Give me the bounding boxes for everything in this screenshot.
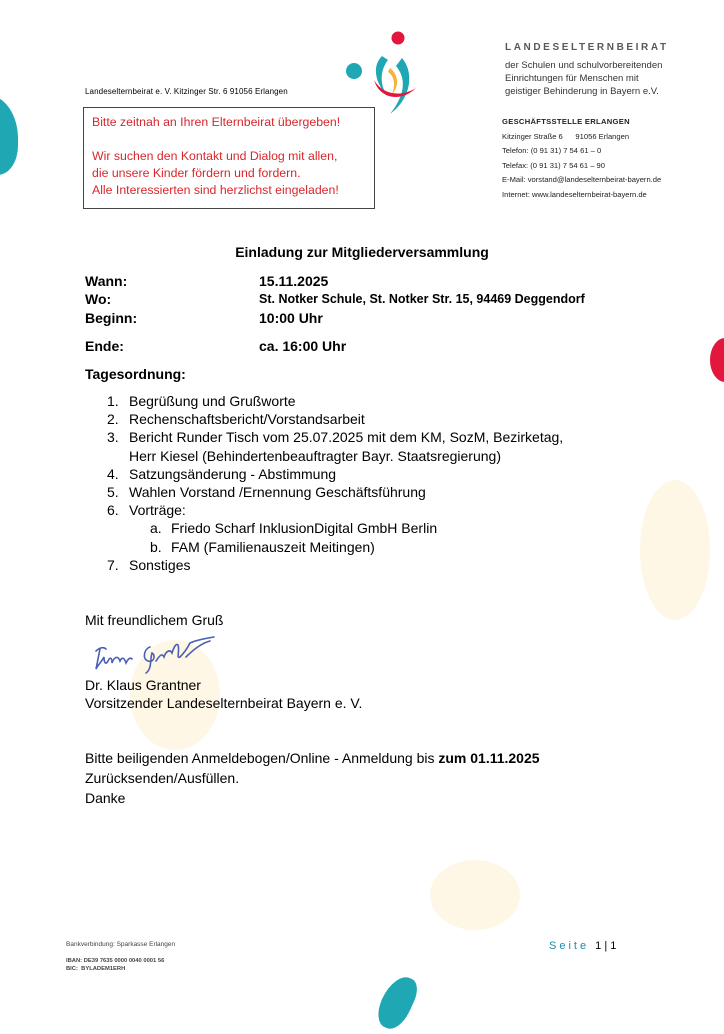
where-value: St. Notker Schule, St. Notker Str. 15, 94469 Deggendorf xyxy=(259,292,585,306)
closing-line xyxy=(85,748,540,768)
sender-line: Landeselternbeirat e. V. Kitzinger Str. 6 91056 Erlangen xyxy=(85,87,288,96)
agenda-item xyxy=(107,428,563,464)
where-label: Wo: xyxy=(85,291,112,307)
signature-text xyxy=(90,633,97,634)
agenda-num: 6. xyxy=(107,502,119,519)
agenda-text: Rechenschaftsbericht/Vorstandsarbeit xyxy=(129,411,365,428)
page-count: 1 | 1 xyxy=(595,940,617,952)
agenda-text: Vorträge: xyxy=(129,502,186,519)
closing-line: Danke xyxy=(85,790,126,806)
agenda-text: Wahlen Vorstand /Ernennung Geschäftsführung xyxy=(129,484,426,501)
office-internet: Internet: www.landeselternbeirat-bayern.de xyxy=(502,189,647,199)
agenda-subtext: Friedo Scharf InklusionDigital GmbH Berlin xyxy=(171,520,438,537)
agenda-item xyxy=(107,501,563,519)
signer-title: Vorsitzender Landeselternbeirat Bayern e. V. xyxy=(85,695,363,711)
office-contact xyxy=(502,115,661,202)
office-address: Kitzinger Straße 6 91056 Erlangen xyxy=(502,131,630,141)
agenda-num: 2. xyxy=(107,411,119,428)
agenda-text: Bericht Runder Tisch vom 25.07.2025 mit dem KM, SozM, Bezirketag, xyxy=(129,429,564,446)
end-value: ca. 16:00 Uhr xyxy=(259,338,347,354)
signature xyxy=(90,633,225,680)
start-value: 10:00 Uhr xyxy=(259,310,323,326)
agenda-text: Satzungsänderung - Abstimmung xyxy=(129,465,337,482)
notice-line: Bitte zeitnah an Ihren Elternbeirat übergeben! xyxy=(92,115,341,129)
when-label: Wann: xyxy=(85,273,128,289)
agenda-item xyxy=(107,410,563,428)
closing-deadline: zum 01.11.2025 xyxy=(438,750,540,766)
notice-line: die unsere Kinder fördern und fordern. xyxy=(92,166,301,180)
signer-name: Dr. Klaus Grantner xyxy=(85,677,201,693)
org-title: LANDESELTERNBEIRAT xyxy=(505,42,669,53)
office-phone: Telefon: (0 91 31) 7 54 61 – 0 xyxy=(502,146,602,155)
agenda-title: Tagesordnung: xyxy=(85,366,186,382)
closing-line: Zurücksenden/Ausfüllen. xyxy=(85,770,240,786)
office-email: E-Mail: vorstand@landeselternbeirat-bayern.de xyxy=(502,175,662,184)
footer-iban: IBAN: DE39 7635 0000 0040 0001 56 xyxy=(66,958,165,964)
when-value: 15.11.2025 xyxy=(259,273,329,289)
agenda-num: 7. xyxy=(107,556,119,573)
agenda-text: Herr Kiesel (Behindertenbeauftragter Bayr. Staatsregierung) xyxy=(129,447,501,464)
signer-block xyxy=(85,675,362,713)
signature-graphic xyxy=(90,633,225,675)
greeting: Mit freundlichem Gruß xyxy=(85,612,224,628)
notice-box xyxy=(83,107,375,209)
decor-red-right xyxy=(710,338,724,382)
agenda-subtext: FAM (Familienauszeit Meitingen) xyxy=(171,538,375,555)
page-number xyxy=(549,940,616,952)
agenda-item xyxy=(107,556,563,574)
agenda-text: Begrüßung und Grußworte xyxy=(129,393,296,409)
page-label: Seite xyxy=(549,940,590,952)
agenda-num: 1. xyxy=(107,393,119,409)
start-label: Beginn: xyxy=(85,310,138,326)
agenda-text: Sonstiges xyxy=(129,556,191,573)
org-header xyxy=(505,42,705,98)
agenda-subnum: a. xyxy=(150,520,162,537)
agenda-num: 5. xyxy=(107,484,119,501)
office-head: GESCHÄFTSSTELLE ERLANGEN xyxy=(502,117,630,126)
org-subtitle: der Schulen und schulvorbereitenden xyxy=(505,60,663,71)
org-subtitle: geistiger Behinderung in Bayern e.V. xyxy=(505,86,659,97)
footer-bank: Bankverbindung: Sparkasse Erlangen xyxy=(66,941,176,948)
closing-text: Bitte beiligenden Anmeldebogen/Online - Anmeldung bis xyxy=(85,750,439,766)
agenda-item xyxy=(107,465,563,483)
document-title: Einladung zur Mitgliederversammlung xyxy=(235,244,489,260)
org-subtitle: Einrichtungen für Menschen mit xyxy=(505,73,639,84)
footer-bic: BIC: BYLADEM1ERH xyxy=(66,966,126,972)
decor-yellow-watermark3 xyxy=(640,480,710,620)
agenda-num: 4. xyxy=(107,465,119,482)
decor-yellow-watermark2 xyxy=(430,860,520,930)
agenda-item xyxy=(107,392,563,410)
end-label: Ende: xyxy=(85,338,124,354)
notice-line: Alle Interessierten sind herzlichst eingeladen! xyxy=(92,183,339,197)
decor-teal-left xyxy=(0,95,18,175)
agenda-list xyxy=(107,392,563,574)
notice-line: Wir suchen den Kontakt und Dialog mit allen, xyxy=(92,149,338,163)
closing-block xyxy=(85,748,540,808)
agenda-item xyxy=(107,483,563,501)
agenda-subnum: b. xyxy=(150,538,162,555)
agenda-subitem xyxy=(107,538,563,556)
agenda-num: 3. xyxy=(107,429,119,446)
agenda-subitem xyxy=(107,519,563,537)
footer-bank-details xyxy=(66,957,164,973)
decor-teal-bottom xyxy=(372,971,422,1034)
office-fax: Telefax: (0 91 31) 7 54 61 – 90 xyxy=(502,160,606,170)
